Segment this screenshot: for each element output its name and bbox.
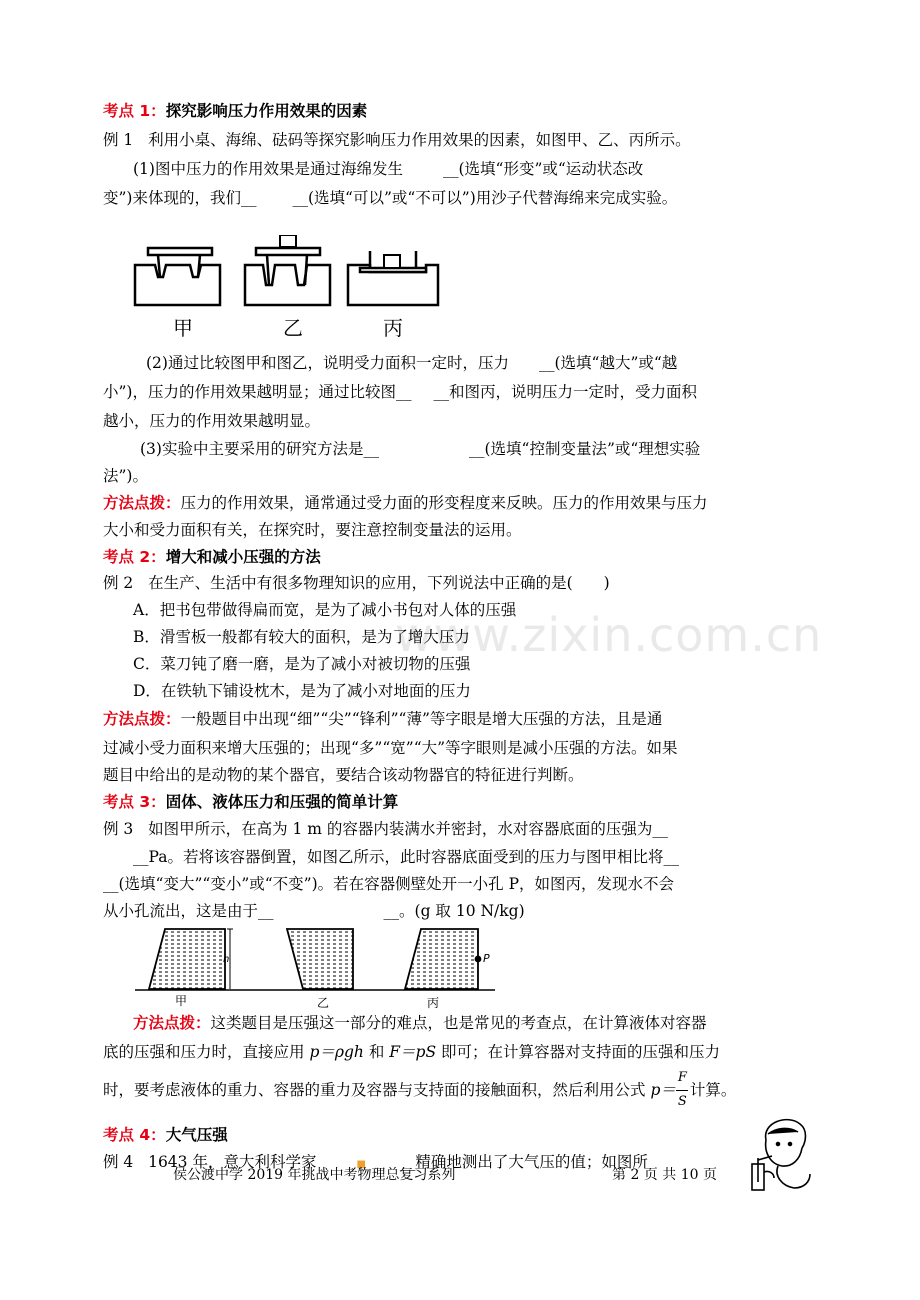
example-4: 例 4 1643 年，意大利科学家 ■ __精确地测出了大气压的值；如图所 (103, 1153, 648, 1171)
q2-text-a: (2)通过比较图甲和图乙，说明受力面积一定时，压力 (146, 354, 509, 372)
example-3-line-1: 例 3 如图甲所示，在高为 1 m 的容器内装满水并密封，水对容器底面的压强为__ (103, 820, 668, 838)
example-3-line-4: 从小孔流出，这是由于__ __。(g 取 10 N/kg) (103, 902, 525, 920)
example-lead: 例 3 (103, 820, 134, 838)
q2-text-c: 小”)，压力的作用效果越明显；通过比较图 (103, 383, 396, 401)
tip-3-line-3 (103, 1070, 737, 1109)
tip-text: 一般题目中出现“细”“尖”“锋利”“薄”等字眼是增大压强的方法，且是通 (180, 710, 663, 728)
tip-text: 大小和受力面积有关，在探究时，要注意控制变量法的运用。 (103, 521, 522, 539)
fraction-denominator: S (677, 1094, 687, 1109)
example-text: 从小孔流出，这是由于 (103, 902, 259, 920)
example-text: 。(g 取 10 N/kg) (399, 902, 525, 920)
container-jia (149, 929, 225, 989)
tip-text: 时，要考虑液体的重力、容器的重力及容器与支持面的接触面积，然后利用公式 (103, 1081, 646, 1099)
tip-text: 这类题目是压强这一部分的难点，也是常见的考查点，在计算液体对容器 (210, 1014, 707, 1032)
tip-text: 底的压强和压力时，直接应用 (103, 1043, 305, 1061)
formula-p: p＝ (650, 1081, 676, 1099)
example-text: Pa。若将该容器倒置，如图乙所示，此时容器底面受到的压力与图甲相比将 (148, 848, 664, 866)
option-c: C．菜刀钝了磨一磨，是为了减小对被切物的压强 (133, 655, 471, 673)
example-text: 利用小桌、海绵、砝码等探究影响压力作用效果的因素，如图甲、乙、丙所示。 (148, 131, 691, 149)
fig1-label-bing: 丙 (383, 316, 403, 340)
section-title: 增大和减小压强的方法 (165, 548, 321, 566)
question-2-line-3 (103, 410, 320, 432)
question-2-line-2: 小”)，压力的作用效果越明显；通过比较图__ __和图丙，说明压力一定时，受力面积 (103, 383, 697, 401)
example-1 (103, 129, 691, 151)
example-text: 如图甲所示，在高为 1 m 的容器内装满水并密封，水对容器底面的压强为 (148, 820, 653, 838)
example-text: 精确地测出了大气压的值；如图所 (415, 1153, 648, 1171)
fig1-label-yi: 乙 (283, 316, 303, 340)
q3-text-c: 法”)。 (103, 467, 148, 485)
tip-2-line-3: 题目中给出的是动物的某个器官，要结合该动物器官的特征进行判断。 (103, 766, 584, 784)
weight-yi (280, 235, 296, 247)
sponge-jia (135, 265, 220, 305)
section-title: 大气压强 (165, 1126, 228, 1144)
tip-1-line-1 (103, 492, 708, 514)
q2-text-b: (选填“越大”或“越 (554, 354, 678, 372)
q1-text-d: (选填“可以”或“不可以”)用沙子代替海绵来完成实验。 (307, 189, 678, 207)
tip-label: 方法点拨： (133, 1014, 211, 1032)
boy-drinking-straw-figure (748, 1112, 818, 1202)
watermark: www.zixin.com.cn (395, 608, 823, 662)
height-label: h (223, 954, 230, 965)
tip-3-line-1 (133, 1012, 707, 1034)
section-label: 考点 4： (103, 1126, 166, 1144)
example-lead: 例 2 (103, 574, 134, 592)
tip-text: 计算。 (689, 1081, 737, 1099)
hole-label: P (483, 952, 490, 965)
q3-text-a: (3)实验中主要采用的研究方法是 (140, 440, 364, 458)
table-top-yi (256, 248, 320, 255)
formula-pressure: p＝ρgh (309, 1043, 364, 1061)
example-text: (选填“变大”“变小”或“不变”)。若在容器侧壁处开一小孔 P，如图丙，发现水不会 (118, 875, 674, 893)
example-text: 在生产、生活中有很多物理知识的应用，下列说法中正确的是( ) (148, 574, 610, 592)
section-title: 固体、液体压力和压强的简单计算 (165, 793, 399, 811)
tip-3-line-2 (103, 1041, 720, 1063)
tip-2-line-2: 过减小受力面积来增大压强的；出现“多”“宽”“大”等字眼则是减小压强的方法。如果 (103, 739, 678, 757)
sponge-yi (245, 265, 330, 305)
footer-school: 侯公渡中学 2019 年挑战中考物理总复习系列 (173, 1167, 456, 1183)
q2-text-e: 越小，压力的作用效果越明显。 (103, 412, 321, 430)
q1-text-a: (1)图中压力的作用效果是通过海绵发生 (133, 160, 403, 178)
q1-text-c: 变”)来体现的，我们 (103, 189, 241, 207)
section-4-heading (103, 1124, 228, 1146)
tip-text: 压力的作用效果，通常通过受力面的形变程度来反映。压力的作用效果与压力 (180, 494, 708, 512)
fig2-label-yi: 乙 (317, 996, 330, 1010)
fig2-label-bing: 丙 (427, 996, 440, 1010)
tip-label: 方法点拨： (103, 710, 181, 728)
example-3-line-2: __Pa。若将该容器倒置，如图乙所示，此时容器底面受到的压力与图甲相比将__ (133, 848, 679, 866)
tip-label: 方法点拨： (103, 494, 181, 512)
q1-text-b: (选填“形变”或“运动状态改 (458, 160, 644, 178)
section-3-heading (103, 791, 398, 813)
question-3-line-1: (3)实验中主要采用的研究方法是__ __(选填“控制变量法”或“理想实验 (140, 440, 701, 458)
tip-1-line-2 (103, 519, 522, 541)
example-2 (103, 572, 610, 594)
fraction-bar (676, 1090, 688, 1091)
fig1-label-jia: 甲 (173, 316, 193, 340)
section-title: 探究影响压力作用效果的因素 (165, 102, 368, 120)
option-d: D．在铁轨下铺设枕木，是为了减小对地面的压力 (133, 682, 471, 700)
dot-mark: ■ (356, 1159, 366, 1170)
option-b: B．滑雪板一般都有较大的面积，是为了增大压力 (133, 628, 470, 646)
option-a: A．把书包带做得扁而宽，是为了减小书包对人体的压强 (133, 601, 517, 619)
example-lead: 例 4 (103, 1153, 134, 1171)
tip-2-line-1 (103, 708, 662, 730)
table-top-jia (148, 248, 212, 255)
example-text: 1643 年，意大利科学家 (148, 1153, 317, 1171)
container-bing (405, 929, 478, 989)
container-yi (287, 929, 353, 989)
example-lead: 例 1 (103, 131, 134, 149)
weight-bing (384, 255, 400, 268)
section-2-heading (103, 546, 321, 568)
section-1-heading (103, 100, 367, 122)
question-3-line-2 (103, 465, 148, 487)
section-label: 考点 1： (103, 102, 166, 120)
tip-text: 和 (368, 1043, 385, 1061)
figure-containers (135, 922, 495, 1012)
section-label: 考点 2： (103, 548, 166, 566)
footer-page-number: 第 2 页 共 10 页 (612, 1167, 717, 1183)
q3-text-b: (选填“控制变量法”或“理想实验 (484, 440, 701, 458)
question-1-line-2: 变”)来体现的，我们__ __(选填“可以”或“不可以”)用沙子代替海绵来完成实验。 (103, 189, 678, 207)
tip-text: 即可；在计算容器对支持面的压强和压力 (441, 1043, 721, 1061)
fraction-numerator: F (677, 1070, 687, 1085)
q2-text-d: 和图丙，说明压力一定时，受力面积 (448, 383, 697, 401)
question-1-line-1: (1)图中压力的作用效果是通过海绵发生 __(选填“形变”或“运动状态改 (133, 160, 644, 178)
question-2-line-1: (2)通过比较图甲和图乙，说明受力面积一定时，压力 __(选填“越大”或“越 (146, 354, 678, 372)
fraction-f-over-s (676, 1070, 690, 1109)
example-3-line-3: __(选填“变大”“变小”或“不变”)。若在容器侧壁处开一小孔 P，如图丙，发现水不会 (103, 875, 674, 893)
formula-force: F＝pS (389, 1043, 437, 1061)
section-label: 考点 3： (103, 793, 166, 811)
fig2-label-jia: 甲 (175, 994, 188, 1008)
